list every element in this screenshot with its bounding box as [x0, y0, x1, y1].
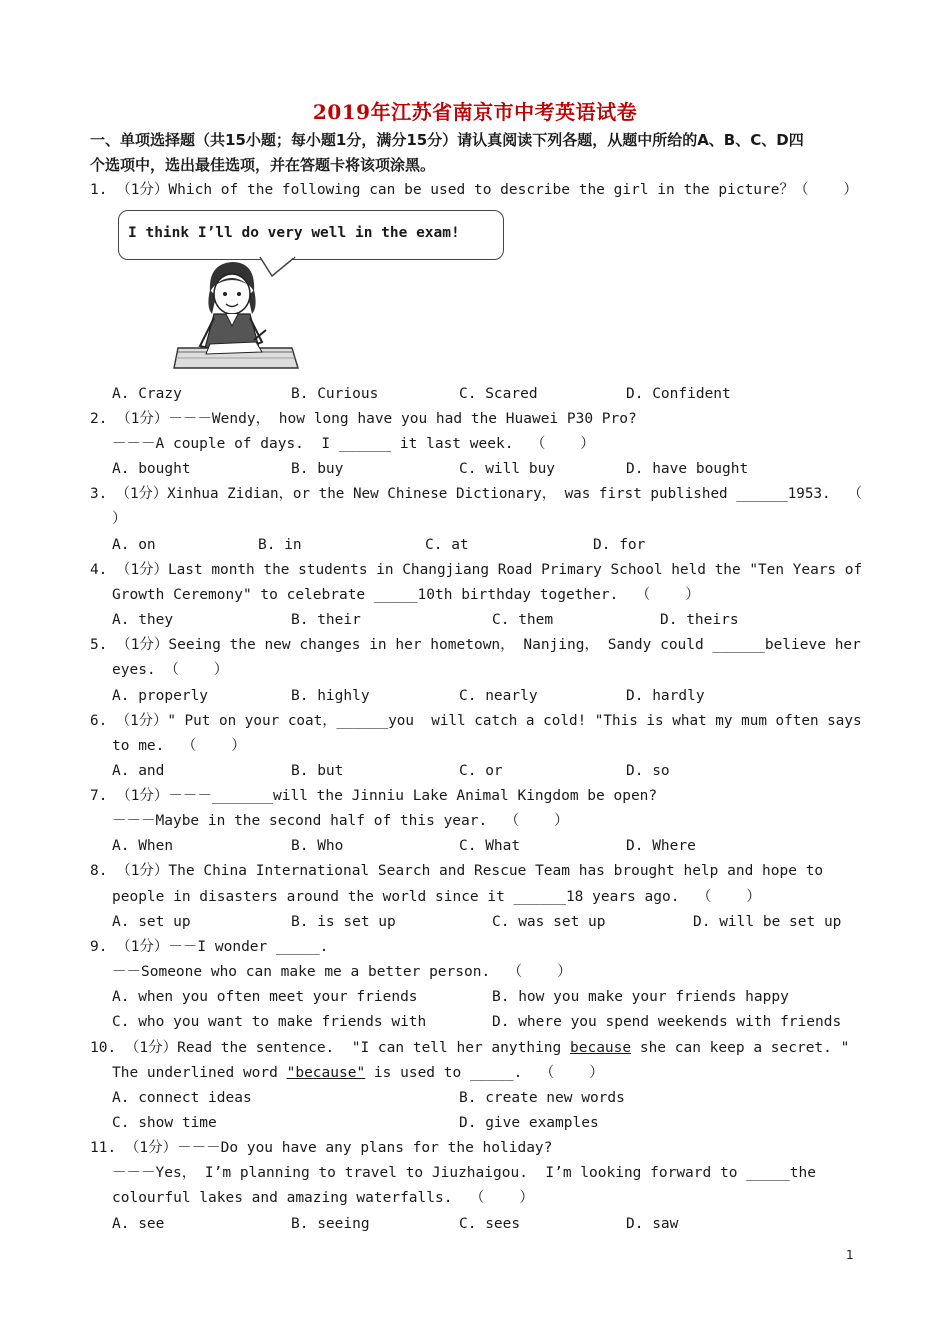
- q2-stem-line-2: －－－A couple of days. I ______ it last week. （ ）: [112, 436, 595, 452]
- q2-stem-line-1: 2. （1分）－－－Wendy， how long have you had the Huawei P30 Pro?: [90, 411, 637, 427]
- q8-option-c: C. was set up: [492, 914, 606, 930]
- q10-underlined-word: because: [570, 1040, 632, 1056]
- section-instructions: [90, 128, 862, 178]
- q9-option-a: A. when you often meet your friends: [112, 989, 418, 1005]
- q6-option-b: B. but: [291, 763, 344, 779]
- q6-option-a: A. and: [112, 763, 165, 779]
- q9-stem-line-1: 9. （1分）－－I wonder _____.: [90, 939, 329, 955]
- q4-stem-line-2: Growth Ceremony" to celebrate _____10th birthday together. （ ）: [112, 587, 700, 603]
- q10-option-c: C. show time: [112, 1115, 217, 1131]
- q2-option-a: A. bought: [112, 461, 191, 477]
- q5-option-b: B. highly: [291, 688, 370, 704]
- q7-stem-line-1: 7. （1分）－－－_______will the Jinniu Lake Animal Kingdom be open?: [90, 788, 658, 804]
- q10-stem-line-1: [90, 1038, 849, 1058]
- q11-option-b: B. seeing: [291, 1216, 370, 1232]
- q3-option-b: B. in: [258, 537, 302, 553]
- q3-stem-line-2: ）: [112, 511, 127, 527]
- section-instructions-line-1: 一、单项选择题（共15小题；每小题1分，满分15分）请认真阅读下列各题，从题中所给的A、B、C、D四: [90, 131, 804, 149]
- q7-stem-line-2: －－－Maybe in the second half of this year. （ ）: [112, 813, 569, 829]
- q2-option-c: C. will buy: [459, 461, 556, 477]
- q6-stem-line-1: 6. （1分）" Put on your coat，______you will catch a cold! "This is what my mum often says: [90, 713, 862, 729]
- q5-stem-line-2: eyes. （ ）: [112, 662, 229, 678]
- q7-option-d: D. Where: [626, 838, 696, 854]
- q1-option-c: C. Scared: [459, 386, 538, 402]
- q11-option-c: C. sees: [459, 1216, 521, 1232]
- q9-option-c: C. who you want to make friends with: [112, 1014, 427, 1030]
- q10-stem-line-2-text: The underlined word: [112, 1065, 287, 1081]
- q10-underlined-quote: "because": [286, 1065, 366, 1081]
- q10-stem-line-2-tail: is used to _____. （ ）: [365, 1065, 604, 1081]
- q8-stem-line-2: people in disasters around the world since it ______18 years ago. （ ）: [112, 889, 761, 905]
- q4-option-c: C. them: [492, 612, 554, 628]
- q5-stem-line-1: 5. （1分）Seeing the new changes in her hometown， Nanjing， Sandy could ______believe her: [90, 637, 861, 653]
- page-title: 2019年江苏省南京市中考英语试卷: [312, 100, 638, 124]
- q10-option-b: B. create new words: [459, 1090, 625, 1106]
- q3-option-a: A. on: [112, 537, 156, 553]
- q11-stem-line-1: 11. （1分）－－－Do you have any plans for the holiday?: [90, 1140, 553, 1156]
- q10-option-a: A. connect ideas: [112, 1090, 252, 1106]
- q5-option-c: C. nearly: [459, 688, 538, 704]
- q10-stem-line-1-text: 10. （1分）Read the sentence. "I can tell her anything: [90, 1040, 570, 1056]
- q5-option-a: A. properly: [112, 688, 209, 704]
- q9-option-d: D. where you spend weekends with friends: [492, 1014, 842, 1030]
- q11-stem-line-2: －－－Yes， I’m planning to travel to Jiuzhaigou. I’m looking forward to _____the: [112, 1165, 817, 1181]
- q3-option-d: D. for: [593, 537, 646, 553]
- speech-bubble-text: I think I’ll do very well in the exam!: [128, 225, 460, 241]
- q1-option-b: B. Curious: [291, 386, 379, 402]
- q7-option-b: B. Who: [291, 838, 344, 854]
- q6-option-d: D. so: [626, 763, 670, 779]
- q1-stem: 1. （1分）Which of the following can be used to describe the girl in the picture？（ ）: [90, 182, 858, 198]
- q1-option-d: D. Confident: [626, 386, 731, 402]
- q2-option-b: B. buy: [291, 461, 344, 477]
- q5-option-d: D. hardly: [626, 688, 705, 704]
- q4-stem-line-1: 4. （1分）Last month the students in Changjiang Road Primary School held the "Ten Years of: [90, 562, 863, 578]
- q11-stem-line-3: colourful lakes and amazing waterfalls. （ ）: [112, 1190, 534, 1206]
- q4-option-b: B. their: [291, 612, 361, 628]
- q11-option-d: D. saw: [626, 1216, 679, 1232]
- q8-option-a: A. set up: [112, 914, 191, 930]
- q7-option-a: A. When: [112, 838, 174, 854]
- q11-option-a: A. see: [112, 1216, 165, 1232]
- girl-writing-illustration: [170, 252, 300, 372]
- q7-option-c: C. What: [459, 838, 521, 854]
- q8-stem-line-1: 8. （1分）The China International Search and Rescue Team has brought help and hope to: [90, 863, 824, 879]
- section-instructions-line-2: 个选项中，选出最佳选项，并在答题卡将该项涂黑。: [90, 156, 436, 174]
- q4-option-d: D. theirs: [660, 612, 739, 628]
- q9-stem-line-2: －－Someone who can make me a better person. （ ）: [112, 964, 572, 980]
- page-number: 1: [846, 1248, 854, 1262]
- q2-option-d: D. have bought: [626, 461, 749, 477]
- q4-option-a: A. they: [112, 612, 174, 628]
- q3-option-c: C. at: [425, 537, 469, 553]
- q10-stem-line-2: [112, 1063, 604, 1083]
- q9-option-b: B. how you make your friends happy: [492, 989, 789, 1005]
- q8-option-d: D. will be set up: [693, 914, 842, 930]
- q6-stem-line-2: to me. （ ）: [112, 738, 246, 754]
- q6-option-c: C. or: [459, 763, 503, 779]
- q10-stem-line-1-tail: she can keep a secret. ": [631, 1040, 850, 1056]
- q10-option-d: D. give examples: [459, 1115, 599, 1131]
- q3-stem-line-1: 3. （1分）Xinhua Zidian，or the New Chinese Dictionary， was first published ______1953. （: [90, 486, 863, 502]
- q8-option-b: B. is set up: [291, 914, 396, 930]
- q1-option-a: A. Crazy: [112, 386, 182, 402]
